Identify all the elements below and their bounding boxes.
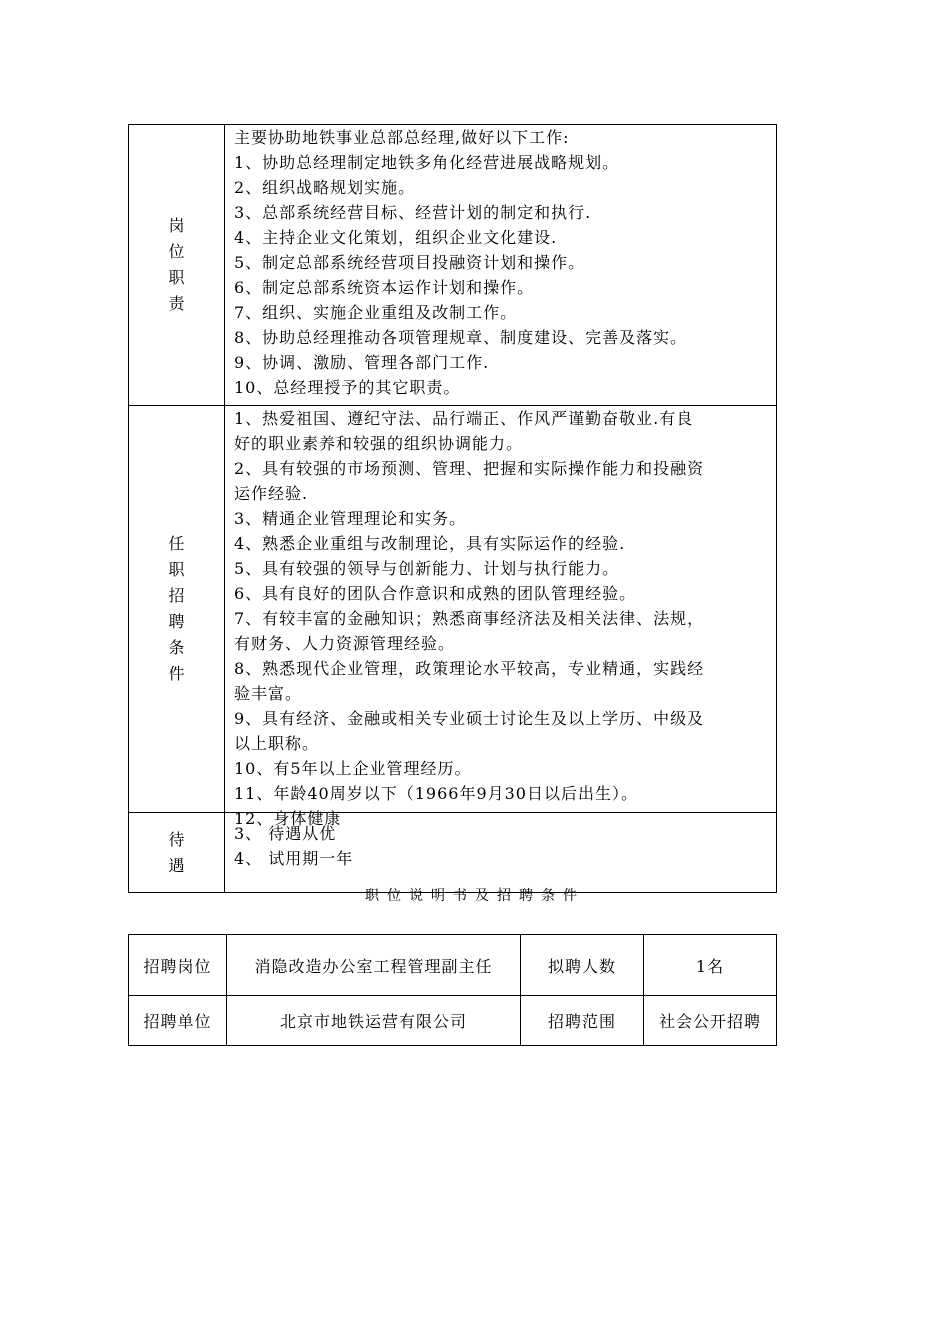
count-label: 拟聘人数 xyxy=(521,935,644,996)
unit-label: 招聘单位 xyxy=(129,996,227,1046)
duty-line: 9、协调、激励、管理各部门工作. xyxy=(234,353,490,372)
treatment-line: 3、 待遇从优 xyxy=(234,824,337,843)
requirements-content xyxy=(225,406,777,828)
requirement-line: 有财务、人力资源管理经验。 xyxy=(234,634,456,653)
duties-content xyxy=(225,125,777,406)
scope-value: 社会公开招聘 xyxy=(644,996,777,1046)
requirements-label: 任 职 招 聘 条 件 xyxy=(129,406,225,813)
recruitment-row xyxy=(129,935,777,996)
requirement-line: 8、熟悉现代企业管理，政策理论水平较高，专业精通，实践经 xyxy=(234,659,705,678)
requirement-line: 12、身体健康 xyxy=(234,809,342,828)
requirement-line: 验丰富。 xyxy=(234,684,303,703)
job-description-table xyxy=(128,124,777,893)
recruitment-row xyxy=(129,996,777,1046)
duty-line: 主要协助地铁事业总部总经理,做好以下工作: xyxy=(234,128,570,147)
duty-line: 5、制定总部系统经营项目投融资计划和操作。 xyxy=(234,253,586,272)
duty-line: 6、制定总部系统资本运作计划和操作。 xyxy=(234,278,535,297)
position-value: 消隐改造办公室工程管理副主任 xyxy=(227,935,521,996)
requirement-line: 运作经验. xyxy=(234,484,309,503)
requirement-line: 3、精通企业管理理论和实务。 xyxy=(234,509,467,528)
duty-line: 1、协助总经理制定地铁多角化经营进展战略规划。 xyxy=(234,153,620,172)
requirement-line: 1、热爱祖国、遵纪守法、品行端正、作风严谨勤奋敬业.有良 xyxy=(234,409,694,428)
treatment-label: 待 遇 xyxy=(129,813,225,893)
requirement-line: 7、有较丰富的金融知识；熟悉商事经济法及相关法律、法规， xyxy=(234,609,705,628)
requirement-line: 6、具有良好的团队合作意识和成熟的团队管理经验。 xyxy=(234,584,637,603)
requirement-line: 11、年龄40周岁以下（1966年9月30日以后出生）。 xyxy=(234,784,638,803)
position-label: 招聘岗位 xyxy=(129,935,227,996)
duty-line: 7、组织、实施企业重组及改制工作。 xyxy=(234,303,518,322)
requirement-line: 10、有5年以上企业管理经历。 xyxy=(234,759,472,778)
count-value: 1名 xyxy=(644,935,777,996)
unit-value: 北京市地铁运营有限公司 xyxy=(227,996,521,1046)
duty-line: 3、总部系统经营目标、经营计划的制定和执行. xyxy=(234,203,592,222)
requirement-line: 好的职业素养和较强的组织协调能力。 xyxy=(234,434,524,453)
requirement-line: 9、具有经济、金融或相关专业硕士讨论生及以上学历、中级及 xyxy=(234,709,705,728)
requirement-line: 2、具有较强的市场预测、管理、把握和实际操作能力和投融资 xyxy=(234,459,705,478)
requirement-line: 4、熟悉企业重组与改制理论，具有实际运作的经验. xyxy=(234,534,626,553)
requirement-line: 5、具有较强的领导与创新能力、计划与执行能力。 xyxy=(234,559,620,578)
duty-line: 8、协助总经理推动各项管理规章、制度建设、完善及落实。 xyxy=(234,328,688,347)
duties-row xyxy=(129,125,777,406)
treatment-line: 4、 试用期一年 xyxy=(234,849,354,868)
duties-label: 岗 位 职 责 xyxy=(129,125,225,406)
duty-line: 4、主持企业文化策划，组织企业文化建设. xyxy=(234,228,558,247)
duty-line: 10、总经理授予的其它职责。 xyxy=(234,378,461,397)
requirement-line: 以上职称。 xyxy=(234,734,320,753)
scope-label: 招聘范围 xyxy=(521,996,644,1046)
requirements-row xyxy=(129,406,777,813)
section-caption: 职位说明书及招聘条件 xyxy=(365,888,585,904)
duty-line: 2、组织战略规划实施。 xyxy=(234,178,416,197)
recruitment-info-table xyxy=(128,934,777,1046)
